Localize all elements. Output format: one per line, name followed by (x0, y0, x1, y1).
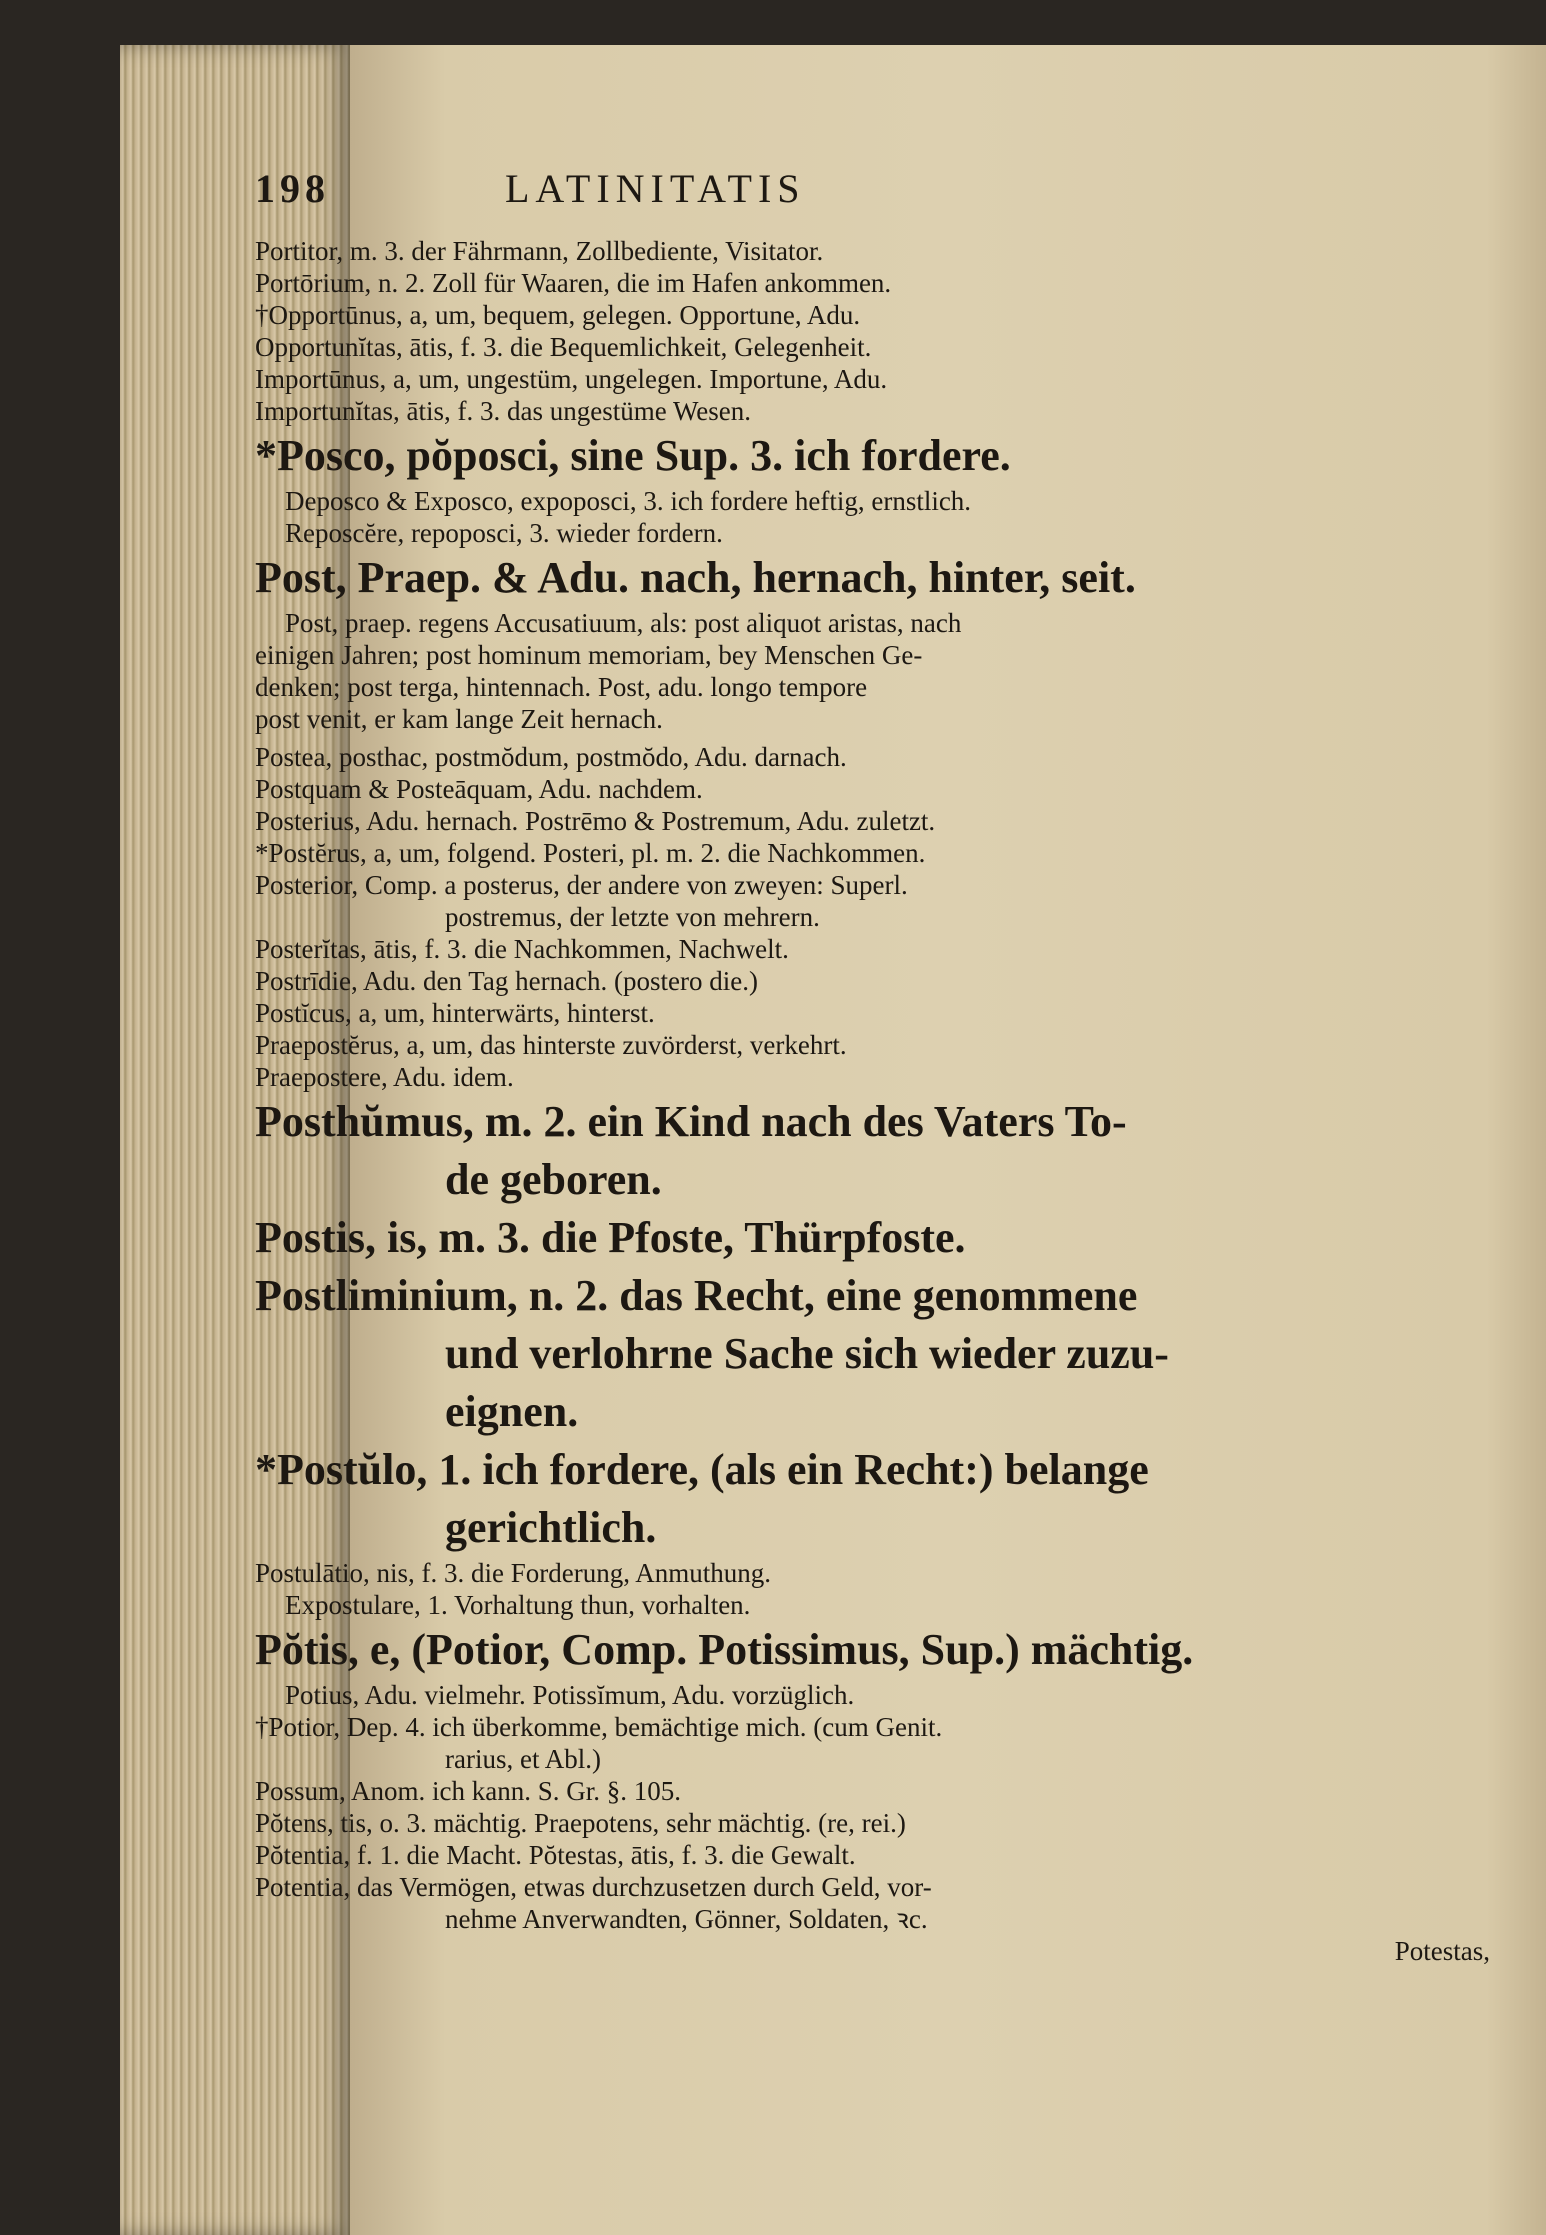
entry-line: Postquam & Posteāquam, Adu. nachdem. (255, 774, 703, 804)
page-number: 198 (255, 166, 330, 211)
entry-line: Potius, Adu. vielmehr. Potissĭmum, Adu. vorzüglich. (285, 1680, 855, 1710)
entry-line: Praepostĕrus, a, um, das hinterste zuvörderst, verkehrt. (255, 1030, 847, 1060)
entry-line: Praepostere, Adu. idem. (255, 1062, 514, 1092)
entry-line: rarius, et Abl.) (445, 1744, 601, 1774)
entry-line: Postliminium, n. 2. das Recht, eine genommene (255, 1271, 1138, 1320)
entry-line: *Postĕrus, a, um, folgend. Posteri, pl. m. 2. die Nachkommen. (255, 838, 926, 868)
page-content (255, 165, 1490, 1967)
entry-line: Opportunĭtas, ātis, f. 3. die Bequemlichkeit, Gelegenheit. (255, 332, 872, 362)
entry-line: Postea, posthac, postmŏdum, postmŏdo, Adu. darnach. (255, 742, 847, 772)
entry-line: Importūnus, a, um, ungestüm, ungelegen. Importune, Adu. (255, 364, 888, 394)
entry-line: Posthŭmus, m. 2. ein Kind nach des Vaters To- (255, 1097, 1127, 1146)
entry-line: denken; post terga, hintennach. Post, adu. longo tempore (255, 672, 868, 702)
entry-line: Postulātio, nis, f. 3. die Forderung, Anmuthung. (255, 1558, 771, 1588)
entry-line: Pŏtens, tis, o. 3. mächtig. Praepotens, sehr mächtig. (re, rei.) (255, 1808, 906, 1838)
entry-line: †Opportūnus, a, um, bequem, gelegen. Opportune, Adu. (255, 300, 861, 330)
entry-line: Portōrium, n. 2. Zoll für Waaren, die im Hafen ankommen. (255, 268, 892, 298)
entry-line: †Potior, Dep. 4. ich überkomme, bemächtige mich. (cum Genit. (255, 1712, 943, 1742)
entry-line: Expostulare, 1. Vorhaltung thun, vorhalten. (285, 1590, 751, 1620)
entry-line: nehme Anverwandten, Gönner, Soldaten, ꝛc. (445, 1904, 928, 1934)
entry-line: Posterior, Comp. a posterus, der andere von zweyen: Superl. (255, 870, 908, 900)
entry-line: Posterĭtas, ātis, f. 3. die Nachkommen, Nachwelt. (255, 934, 789, 964)
entry-line: *Postŭlo, 1. ich fordere, (als ein Recht:) belange (255, 1445, 1149, 1494)
page-header (255, 165, 1490, 235)
entry-line: Postĭcus, a, um, hinterwärts, hinterst. (255, 998, 655, 1028)
entry-line: Importunĭtas, ātis, f. 3. das ungestüme Wesen. (255, 396, 751, 426)
entry-line: de geboren. (445, 1155, 662, 1204)
entry-line: post venit, er kam lange Zeit hernach. (255, 704, 663, 734)
entry-line: einigen Jahren; post hominum memoriam, bey Menschen Ge- (255, 640, 923, 670)
entry-line: Posterius, Adu. hernach. Postrēmo & Postremum, Adu. zuletzt. (255, 806, 936, 836)
entry-line: und verlohrne Sache sich wieder zuzu- (445, 1329, 1169, 1378)
entry-line: gerichtlich. (445, 1503, 657, 1552)
entry-line: Pŏtentia, f. 1. die Macht. Pŏtestas, ātis, f. 3. die Gewalt. (255, 1840, 856, 1870)
entry-line: eignen. (445, 1387, 579, 1436)
entry-line: Reposcĕre, repoposci, 3. wieder fordern. (285, 518, 723, 548)
running-title: LATINITATIS (505, 166, 806, 211)
entry-line: Postis, is, m. 3. die Pfoste, Thürpfoste. (255, 1213, 966, 1262)
dictionary-entries (255, 235, 1490, 1935)
entry-line: Possum, Anom. ich kann. S. Gr. §. 105. (255, 1776, 682, 1806)
entry-line: Pŏtis, e, (Potior, Comp. Potissimus, Sup.) mächtig. (255, 1625, 1194, 1674)
entry-line: Deposco & Exposco, expoposci, 3. ich fordere heftig, ernstlich. (285, 486, 972, 516)
entry-line: postremus, der letzte von mehrern. (445, 902, 820, 932)
catchword: Potestas, (1394, 1936, 1490, 1966)
entry-line: Potentia, das Vermögen, etwas durchzusetzen durch Geld, vor- (255, 1872, 932, 1902)
entry-line: Portitor, m. 3. der Fährmann, Zollbediente, Visitator. (255, 236, 824, 266)
entry-line: Post, praep. regens Accusatiuum, als: post aliquot aristas, nach (285, 608, 962, 638)
entry-line: *Posco, pŏposci, sine Sup. 3. ich fordere. (255, 431, 1011, 480)
entry-line: Post, Praep. & Adu. nach, hernach, hinter, seit. (255, 553, 1136, 602)
entry-line: Postrīdie, Adu. den Tag hernach. (postero die.) (255, 966, 758, 996)
